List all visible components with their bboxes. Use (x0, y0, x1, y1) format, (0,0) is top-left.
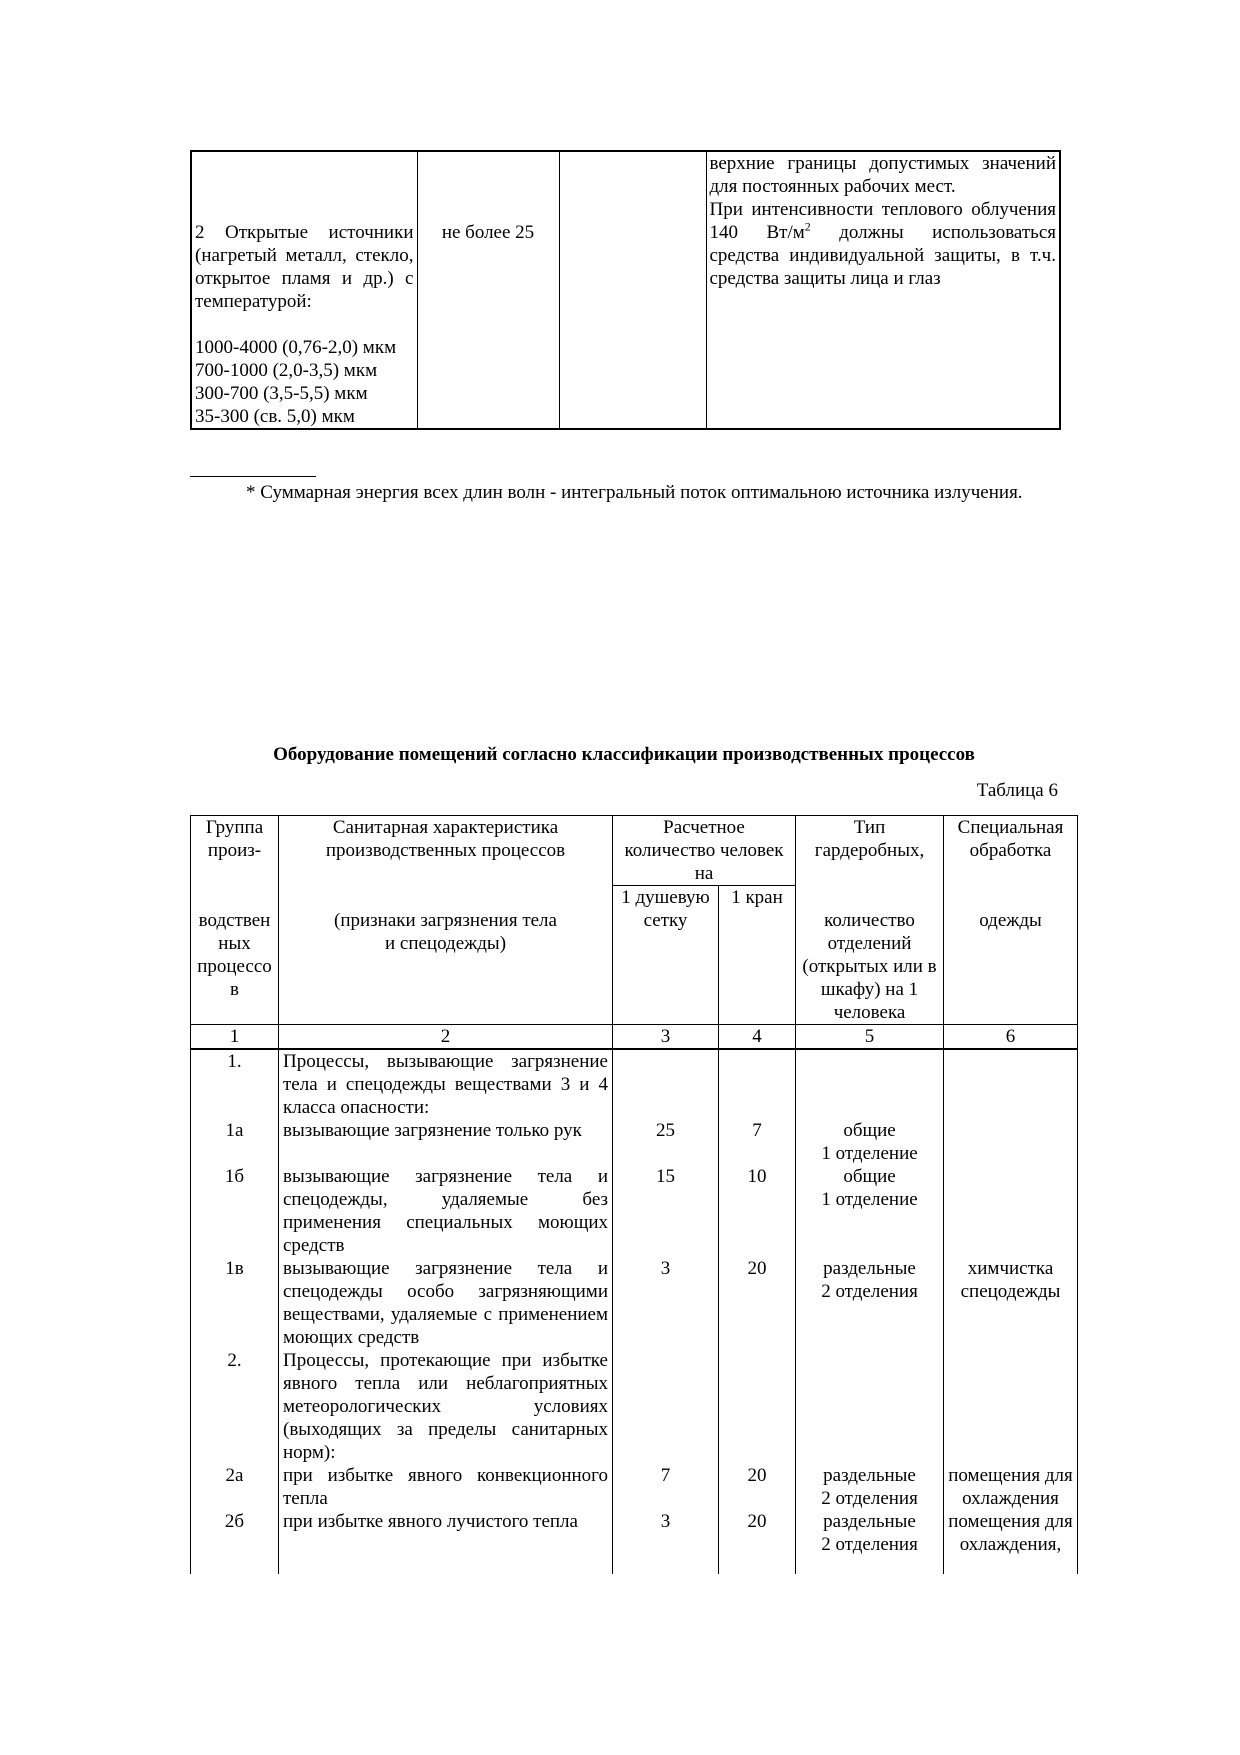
special-cell: помещения для охлаждения (944, 1464, 1078, 1510)
header-wardrobe-top: Тип гардеробных, (796, 816, 944, 886)
column-number: 1 (191, 1024, 279, 1049)
table6-title: Оборудование помещений согласно классификации производственных процессов (273, 744, 975, 765)
column-number: 5 (796, 1024, 944, 1049)
shower-cell: 15 (613, 1165, 719, 1257)
header-wardrobe-bottom: количество отделений (открытых или в шкафу) на 1 человека (796, 886, 944, 1025)
source-cell (191, 151, 417, 429)
limit-value: не более 25 (441, 222, 535, 243)
tap-cell: 20 (719, 1464, 796, 1510)
header-characteristic-top: Санитарная характеристика производственных процессов (279, 816, 613, 886)
description-cell: вызывающие загрязнение тела и спецодежды особо загрязняющими веществами, удаляемые с применением моющих средств (279, 1257, 613, 1349)
tap-cell: 20 (719, 1510, 796, 1556)
shower-cell (613, 1049, 719, 1119)
description-cell: при избытке явного лучистого тепла (279, 1510, 613, 1556)
group-cell: 1а (191, 1119, 279, 1165)
shower-cell: 7 (613, 1464, 719, 1510)
range-4: 35-300 (св. 5,0) мкм (195, 406, 355, 427)
footnote: * Суммарная энергия всех длин волн - интегральный поток оптимальною источника излучения. (246, 482, 1023, 503)
table-row (191, 151, 1060, 429)
special-cell (944, 1119, 1078, 1165)
special-cell: помещения для охлаждения, (944, 1510, 1078, 1556)
header-tap: 1 кран (719, 886, 796, 1025)
tap-cell: 20 (719, 1257, 796, 1349)
tap-cell (719, 1349, 796, 1464)
table-row (191, 1464, 1078, 1510)
group-cell: 2а (191, 1464, 279, 1510)
note-cell (706, 151, 1060, 429)
header-group-bottom: водствен ных процессо в (191, 886, 279, 1025)
header-shower: 1 душевую сетку (613, 886, 719, 1025)
table-row (191, 1510, 1078, 1556)
footnote-separator (190, 476, 316, 477)
radiation-table (190, 150, 1061, 430)
header-special-bottom: одежды (944, 886, 1078, 1025)
column-number: 2 (279, 1024, 613, 1049)
table6 (190, 815, 1078, 1574)
column-number: 3 (613, 1024, 719, 1049)
tap-cell: 7 (719, 1119, 796, 1165)
table-row (191, 1049, 1078, 1119)
table-row (191, 1119, 1078, 1165)
note-upper-limits: верхние границы допустимых значений для постоянных рабочих мест. (709, 153, 1056, 197)
tap-cell: 10 (719, 1165, 796, 1257)
header-group-top: Группа произ- (191, 816, 279, 886)
special-cell (944, 1349, 1078, 1464)
header-count-group: Расчетное количество человек на (613, 816, 796, 886)
group-cell: 1б (191, 1165, 279, 1257)
header-row-1 (191, 816, 1078, 886)
special-cell: химчистка спецодежды (944, 1257, 1078, 1349)
range-3: 300-700 (3,5-5,5) мкм (195, 383, 368, 404)
wardrobe-cell: раздельные 2 отделения (796, 1464, 944, 1510)
wardrobe-cell: общие 1 отделение (796, 1165, 944, 1257)
table-row (191, 1349, 1078, 1464)
description-cell: вызывающие загрязнение только рук (279, 1119, 613, 1165)
description-cell: вызывающие загрязнение тела и спецодежды, удаляемые без применения специальных моющих средств (279, 1165, 613, 1257)
column-numbers-row (191, 1024, 1078, 1049)
wardrobe-cell: раздельные 2 отделения (796, 1510, 944, 1556)
header-special-top: Специальная обработка (944, 816, 1078, 886)
tap-cell (719, 1049, 796, 1119)
description-cell: Процессы, протекающие при избытке явного тепла или неблагоприятных метеорологических условиях (выходящих за пределы санитарных норм): (279, 1349, 613, 1464)
table-row (191, 1165, 1078, 1257)
group-cell: 1в (191, 1257, 279, 1349)
wardrobe-cell (796, 1049, 944, 1119)
table6-number: Таблица 6 (976, 780, 1058, 801)
table-row (191, 1257, 1078, 1349)
shower-cell: 3 (613, 1510, 719, 1556)
special-cell (944, 1049, 1078, 1119)
special-cell (944, 1165, 1078, 1257)
shower-cell (613, 1349, 719, 1464)
range-1: 1000-4000 (0,76-2,0) мкм (195, 337, 397, 358)
header-row-2 (191, 886, 1078, 1025)
source-description: 2 Открытые источники (нагретый металл, стекло, открытое пламя и др.) с температурой: (195, 222, 414, 312)
group-cell: 2. (191, 1349, 279, 1464)
note-protection: При интенсивности теплового облучения 140 $Вт/м^2$ должны использоваться средства индивидуальной защиты, в т.ч. средства защиты лица и глаз (709, 199, 1056, 289)
header-characteristic-bottom: (признаки загрязнения тела и спецодежды) (279, 886, 613, 1025)
table-continuation (191, 1556, 1078, 1574)
column-number: 4 (719, 1024, 796, 1049)
group-cell: 2б (191, 1510, 279, 1556)
description-cell: при избытке явного конвекционного тепла (279, 1464, 613, 1510)
wardrobe-cell: раздельные 2 отделения (796, 1257, 944, 1349)
shower-cell: 3 (613, 1257, 719, 1349)
description-cell: Процессы, вызывающие загрязнение тела и спецодежды веществами 3 и 4 класса опасности: (279, 1049, 613, 1119)
wardrobe-cell: общие 1 отделение (796, 1119, 944, 1165)
shower-cell: 25 (613, 1119, 719, 1165)
column-number: 6 (944, 1024, 1078, 1049)
wardrobe-cell (796, 1349, 944, 1464)
group-cell: 1. (191, 1049, 279, 1119)
empty-cell (559, 151, 706, 429)
limit-cell (417, 151, 559, 429)
range-2: 700-1000 (2,0-3,5) мкм (195, 360, 378, 381)
